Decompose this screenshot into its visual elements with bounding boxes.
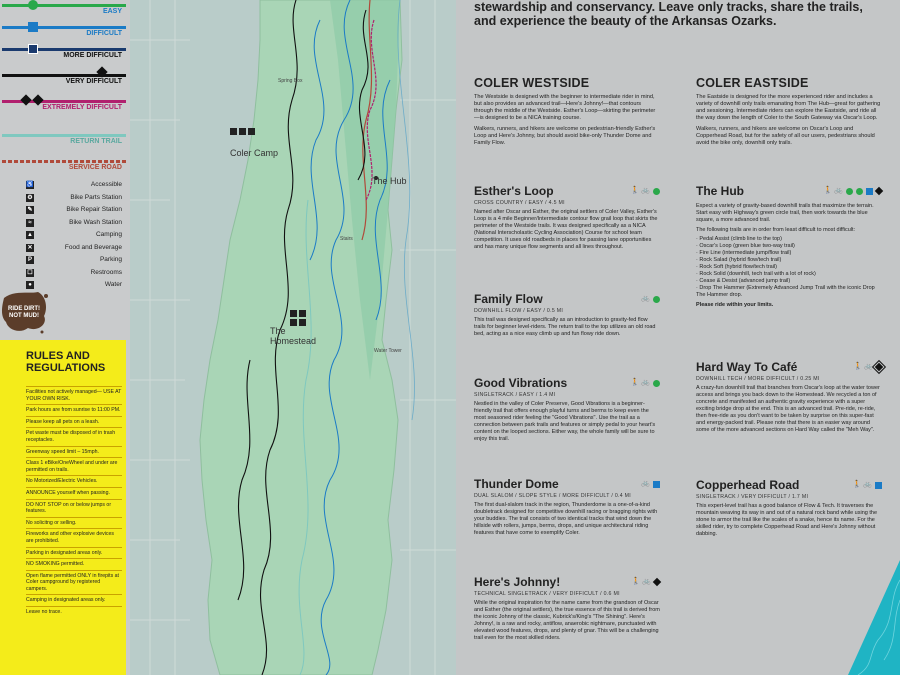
legend-amenity — [26, 268, 126, 279]
double-diamond-icon — [20, 94, 31, 105]
the-homestead-label: The Homestead — [270, 326, 317, 346]
hiker-bike-icon: 🚶 🚲 — [630, 379, 650, 386]
legend-line-swatch — [2, 26, 126, 29]
rule-item: Class 1 eBike/OneWheel and under are permitted on trails. — [26, 457, 122, 475]
trail-use-icons — [631, 379, 660, 387]
hub-trail-item: · Drop The Hammer (Extremely Advanced Jump Trail with the iconic Drop The Hammer drop. — [696, 285, 875, 298]
trail-use-icons — [641, 295, 660, 303]
rule-item: Camping in designated areas only. — [26, 594, 122, 606]
teal-corner-graphic — [848, 560, 900, 675]
trail-meta: CROSS COUNTRY / EASY / 4.5 MI — [474, 200, 565, 206]
westside-column — [474, 72, 660, 147]
legend-trail-label: MORE DIFFICULT — [63, 52, 122, 59]
legend-trail-very-difficult — [0, 70, 128, 92]
trail-use-icons — [854, 363, 882, 371]
hub-trail-item: · Cease & Desist (advanced jump trail) — [696, 278, 791, 284]
bike-wash-icon: ≈ — [26, 219, 34, 227]
rule-item: ANNOUNCE yourself when passing. — [26, 487, 122, 499]
trail-card-the-hub — [696, 184, 882, 308]
rule-item: Parking in designated areas only. — [26, 547, 122, 559]
trail-card-header — [474, 477, 660, 493]
rule-item: Leave no trace. — [26, 606, 122, 618]
eastside-column — [696, 72, 882, 147]
difficulty-black-icon — [875, 187, 883, 195]
restrooms-icon: ☐ — [27, 269, 33, 276]
hiker-bike-icon: 🚶 🚲 — [853, 363, 873, 370]
trail-card-thunder-dome — [474, 477, 660, 537]
hub-trail-item: · Oscar's Loop (green blue two-way trail) — [696, 243, 795, 249]
trail-name: Hard Way To Café — [696, 360, 798, 374]
legend-amenity — [26, 180, 126, 191]
trail-card-header — [696, 184, 882, 200]
the-hub-label: The Hub — [372, 176, 407, 186]
rule-item: DO NOT STOP on or below jumps or features. — [26, 499, 122, 517]
trail-card-header — [696, 360, 882, 376]
bike-parts-icon: ⚙ — [27, 194, 33, 201]
hub-trail-item: · Rock Solid (downhill, tech trail with a lot of rock) — [696, 271, 816, 277]
difficulty-green-icon — [856, 188, 863, 195]
amenity-label: Food and Beverage — [64, 243, 122, 251]
rule-item: NO SMOKING permitted. — [26, 558, 122, 570]
amenity-label: Camping — [95, 231, 122, 238]
legend-amenity — [26, 230, 126, 241]
trail-card-good-vibrations — [474, 376, 660, 443]
legend-amenity — [26, 255, 126, 266]
rule-item: No Motorized/Electric Vehicles. — [26, 475, 122, 487]
spring-box-label: Spring Box — [278, 78, 303, 84]
trail-card-header — [696, 478, 882, 494]
hiker-bike-icon: 🚶 🚲 — [630, 187, 650, 194]
amenity-label: Water — [104, 281, 122, 288]
hub-trail-list — [696, 236, 882, 299]
amenity-label: Accessible — [90, 181, 122, 188]
bike-repair-icon: ✎ — [27, 207, 33, 213]
rule-item: Park hours are from sunrise to 11:00 PM. — [26, 404, 122, 416]
legend-trail-return-trail — [0, 130, 128, 152]
trail-name: Family Flow — [474, 292, 543, 306]
difficulty-black-icon — [653, 578, 661, 586]
legend-trail-label: EXTREMELY DIFFICULT — [42, 104, 122, 111]
difficulty-blue-icon — [653, 481, 660, 488]
difficulty-blue-icon — [875, 482, 882, 489]
hub-trail-item: · Pedal Assist (climb line to the top) — [696, 236, 782, 242]
hub-trail-item: · Rock Soft (hybrid flow/tech trail) — [696, 264, 777, 270]
amenity-label: Parking — [99, 256, 122, 263]
info-panel — [456, 0, 900, 675]
parking-icon: P — [27, 257, 32, 263]
rule-item: Pet waste must be disposed of in trash receptacles. — [26, 427, 122, 445]
trail-card-header — [474, 376, 660, 392]
legend-trail-easy — [0, 0, 128, 22]
trail-name: Esther's Loop — [474, 184, 554, 198]
trail-meta: SINGLETRACK / VERY DIFFICULT / 1.7 MI — [696, 494, 809, 500]
trail-card-header — [474, 184, 660, 200]
circle-icon — [28, 0, 38, 10]
square-dark-icon — [28, 44, 38, 54]
westside-para-2: Walkers, runners, and hikers are welcome on pedestrian-friendly Esther's Loop and Here's Johnny, but should avoid bike-only Thunder Dome and Family Flow. — [474, 126, 656, 146]
legend-trail-label: RETURN TRAIL — [70, 138, 122, 145]
trail-note: Please ride within your limits. — [696, 302, 774, 308]
amenity-label: Bike Parts Station — [70, 193, 122, 201]
trail-use-icons — [631, 187, 660, 195]
trail-name: Thunder Dome — [474, 477, 559, 491]
trail-name: Here's Johnny! — [474, 575, 561, 589]
legend-line-swatch — [2, 160, 126, 163]
hub-trail-item: · Rock Salad (hybrid flow/tech trail) — [696, 257, 782, 263]
trail-card-header — [474, 575, 660, 591]
amenity-label: Bike Wash Station — [69, 218, 122, 226]
trail-description: This expert-level trail has a good balance of Flow & Tech. It traverses the mountain weaving its way in and out of a natural rock band while using the stone to armor the trail like the scales of a snake, hence its name. For the skilled rider, try to complete Copperhead Road and Here's Johnny without dabbing. — [696, 503, 877, 537]
difficulty-dblack-icon — [875, 363, 883, 371]
trail-description-2: The following trails are in order from least difficult to most difficult: — [696, 227, 856, 233]
trail-name: Copperhead Road — [696, 478, 800, 492]
water-icon: ● — [26, 281, 34, 289]
westside-heading: COLER WESTSIDE — [474, 76, 590, 90]
trail-map — [130, 0, 456, 675]
trail-meta: DUAL SLALOM / SLOPE STYLE / MORE DIFFICULT / 0.4 MI — [474, 493, 632, 499]
trail-meta: SINGLETRACK / EASY / 1.4 MI — [474, 392, 556, 398]
hiker-bike-icon: 🚶 🚲 — [852, 481, 872, 488]
trail-description: Named after Oscar and Esther, the original settlers of Coler Valley, Esther's Loop is a 4 mile Beginner/Intermediate contour flow grail loop that skirts the perimeter of the Westside trails. It was designed specifically as a NICA (National Interscholastic Cycling Association) Course for school team competition. It uses old roadbeds in places for passing lane opportunities and has many unique flow segments and all lines throughout. — [474, 209, 658, 250]
rules-list — [26, 386, 122, 618]
legend-trail-label: DIFFICULT — [86, 30, 122, 37]
camp-marker — [230, 128, 255, 135]
trail-description: The first dual-slalom track in the region, Thunderdome is a one-of-a-kind doubletrack designed for competitive downhill racing or bragging rights with your buddies. The trail consists of two identical tracks that wind down the hillside with rollers, jumps, berms, drops, and unique architectural riding features that have come to exemplify Coler. — [474, 502, 658, 536]
difficulty-green-icon — [653, 296, 660, 303]
legend-trail-difficult — [0, 22, 128, 44]
trail-name: The Hub — [696, 184, 744, 198]
legend-trail-service-road — [0, 156, 128, 178]
map-legend — [0, 0, 130, 675]
rule-item: Fireworks and other explosive devices are prohibited. — [26, 528, 122, 546]
trail-use-icons — [824, 187, 882, 195]
rule-item: Greenway speed limit – 15mph. — [26, 446, 122, 458]
legend-trail-label: SERVICE ROAD — [68, 164, 122, 171]
legend-line-swatch — [2, 4, 126, 7]
legend-amenity — [26, 243, 126, 254]
trail-use-icons — [853, 481, 882, 489]
food-beverage-icon: ✕ — [27, 244, 33, 251]
rule-item: No solicitng or selling. — [26, 517, 122, 529]
trail-description: Nestled in the valley of Coler Preserve, Good Vibrations is a beginner-friendly trail that offers enough playful turns and berms to keep even the most seasoned rider feeling the "Good Vibrations". Use the trail as a connection between park trails and features or simply pedal to your heart's content on the looped sections. Either way, the whole family will be sure to enjoy this trail. — [474, 401, 656, 442]
square-icon — [28, 22, 38, 32]
trail-use-icons — [641, 480, 660, 488]
hiker-bike-icon: 🚲 — [641, 480, 650, 487]
trail-description: Expect a variety of gravity-based downhill trails that maximize the terrain. Start easy with Highway's green circle trail, then work towards the blue square, a more advanced trail. — [696, 203, 874, 223]
trail-card-here-s-johnny — [474, 575, 660, 642]
rules-title: RULES AND REGULATIONS — [26, 350, 106, 374]
legend-amenity — [26, 218, 126, 229]
rules-panel — [0, 340, 126, 675]
amenity-label: Restrooms — [90, 268, 122, 276]
trail-use-icons — [632, 578, 660, 586]
trail-description: This trail was designed specifically as an introduction to gravity-fed flow trails for beginner level-riders. The return trail to the top utilizes an old road bed, acting as a nice easy climb up and fun flowy ride down. — [474, 317, 656, 337]
hiker-bike-icon: 🚶 🚲 — [631, 578, 651, 585]
stairs-label: Stairs — [340, 236, 353, 242]
trail-card-hard-way-to-caf — [696, 360, 882, 434]
trail-description: While the original inspiration for the name came from the grandson of Oscar and Esther (the original settlers), the true essence of this trail is derived from the iconic Johnny of the classic, Kubrick's/King's "The Shining". Here's Johnny!, is a raw and rocky, antiflow, anaerobic nightmare, punctuated with elevated wood features, drops, and plenty of gnar. This will be a challenging trail even for the most skilled riders. — [474, 600, 660, 641]
legend-trail-label: EASY — [102, 8, 122, 15]
legend-trail-label: VERY DIFFICULT — [65, 78, 122, 85]
amenity-label: Bike Repair Station — [66, 206, 122, 213]
eastside-para-1: The Eastside is designed for the more experienced rider and includes a variety of downhill only trails emanating from The Hub—great for gathering and sessioning. Intermediate riders can explore the Eastside, and ride all the way down the length of Coler to the South Gateway via Oscar's Loop. — [696, 94, 881, 121]
hub-trail-item: · Fire Line (intermediate jump/flow trail) — [696, 250, 792, 256]
difficulty-green-icon — [653, 380, 660, 387]
water-tower-label: Water Tower — [374, 348, 402, 354]
legend-trail-more-difficult — [0, 44, 128, 66]
rule-item: Open flame permitted ONLY in firepits at Coler campground by registered campers. — [26, 570, 122, 595]
hiker-bike-icon: 🚲 — [641, 295, 650, 302]
legend-amenity — [26, 193, 126, 204]
trail-card-esther-s-loop — [474, 184, 660, 251]
trail-meta: TECHNICAL SINGLETRACK / VERY DIFFICULT / 0.6 MI — [474, 591, 620, 597]
eastside-heading: COLER EASTSIDE — [696, 76, 809, 90]
legend-line-swatch — [2, 48, 126, 51]
hiker-bike-icon: 🚶 🚲 — [823, 187, 843, 194]
intro-text: stewardship and conservancy. Leave only tracks, share the trails, and experience the beauty of the Arkansas Ozarks. — [474, 0, 863, 28]
camping-icon: ▲ — [27, 232, 33, 238]
legend-line-swatch — [2, 74, 126, 77]
rule-item: Facilities not actively managed— USE AT YOUR OWN RISK. — [26, 386, 122, 404]
trail-card-family-flow — [474, 292, 660, 338]
trail-card-header — [474, 292, 660, 308]
trail-card-copperhead-road — [696, 478, 882, 538]
trail-meta: DOWNHILL TECH / MORE DIFFICULT / 0.25 MI — [696, 376, 820, 382]
legend-line-swatch — [2, 134, 126, 137]
legend-trail-extremely-difficult — [0, 96, 128, 118]
westside-para-1: The Westside is designed with the beginner to intermediate rider in mind, but also provides an advanced trail—Here's Johnny!—that contours through the middle of the Westside. Esther's Loop—skirting the perimeter—is designed to be a NICA training course. — [474, 94, 656, 121]
coler-camp-label: Coler Camp — [230, 148, 279, 158]
difficulty-green-icon — [653, 188, 660, 195]
difficulty-green-icon — [846, 188, 853, 195]
trail-meta: DOWNHILL FLOW / EASY / 0.5 MI — [474, 308, 564, 314]
mud-text: RIDE DIRT! NOT MUD! — [8, 306, 40, 319]
difficulty-blue-icon — [866, 188, 873, 195]
eastside-para-2: Walkers, runners, and hikers are welcome on Oscar's Loop and Copperhead Road, but for the safety of all our users, pedestrians should avoid the bike only, downhill only trails. — [696, 126, 875, 146]
trail-name: Good Vibrations — [474, 376, 568, 390]
legend-amenity — [26, 205, 126, 216]
trail-description: A crazy-fun downhill trail that branches from Oscar's loop at the water tower access and brings you back down to the Homestead. We recycled a ton of concrete and manifested an authentic gravity experience with a super exciting bridge drop at the end. This is an advanced trail. Pre-ride, re-ride, then free-ride as you don't want to be taken by surprise on this super-fast and energy-packed trail. Please note that there is an easier way around some of the more advanced sections on Hard Way called the "Meh Way". — [696, 385, 880, 433]
accessible-icon: ♿ — [26, 182, 34, 188]
rule-item: Please keep all pets on a leash. — [26, 416, 122, 428]
